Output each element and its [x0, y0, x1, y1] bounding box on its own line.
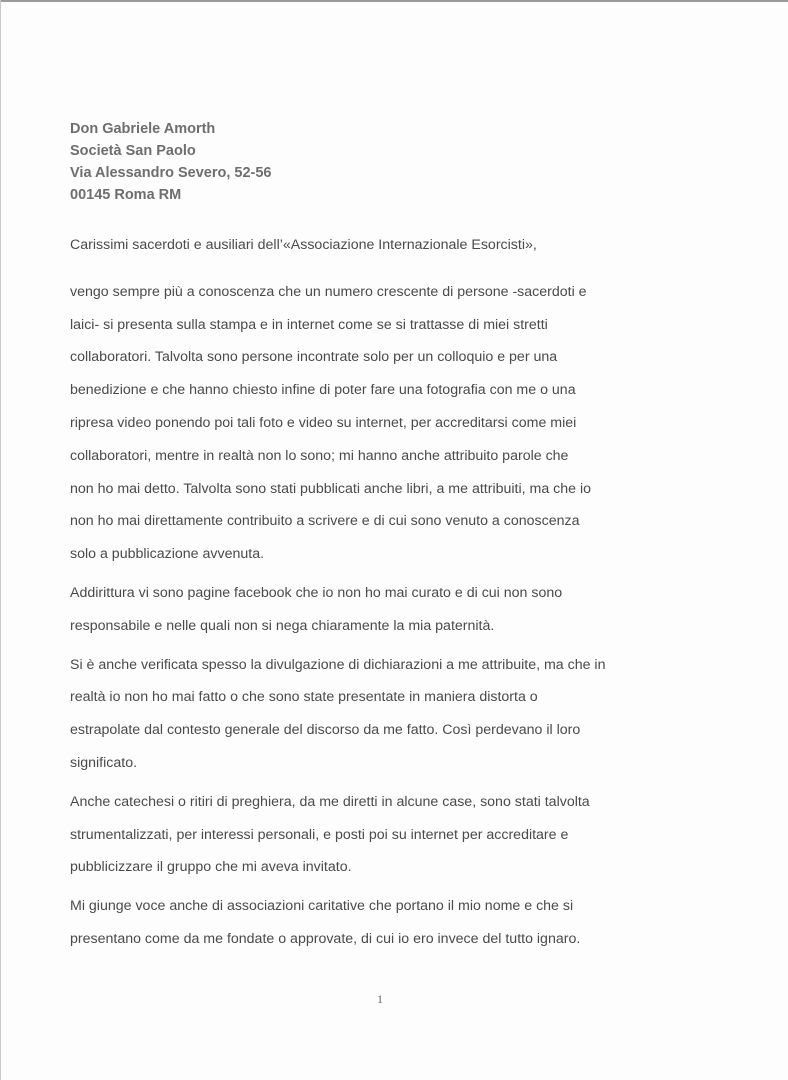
- paragraph-line: vengo sempre più a conoscenza che un numero crescente di persone -sacerdoti e: [70, 283, 587, 300]
- paragraph: [70, 649, 605, 780]
- paragraph-line: estrapolate dal contesto generale del discorso da me fatto. Così perdevano il loro: [70, 722, 581, 739]
- paragraph-line: Mi giunge voce anche di associazioni caritative che portano il mio nome e che si: [70, 898, 574, 915]
- paragraph-line: significato.: [70, 754, 138, 771]
- sender-street: Via Alessandro Severo, 52-56: [70, 165, 272, 181]
- paragraph-line: collaboratori, mentre in realtà non lo sono; mi hanno anche attribuito parole che: [70, 447, 569, 464]
- sender-organization: Società San Paolo: [70, 143, 196, 159]
- paragraph-line: responsabile e nelle quali non si nega chiaramente la mia paternità.: [70, 617, 495, 634]
- paragraph-line: ripresa video ponendo poi tali foto e video su internet, per accreditarsi come miei: [70, 414, 577, 431]
- sender-name: Don Gabriele Amorth: [70, 121, 216, 137]
- paragraph: [70, 276, 605, 571]
- paragraph-line: non ho mai direttamente contribuito a scrivere e di cui sono venuto a conoscenza: [70, 513, 580, 530]
- paragraph-line: solo a pubblicazione avvenuta.: [70, 546, 265, 563]
- paragraph-line: Si è anche verificata spesso la divulgazione di dichiarazioni a me attribuite, ma che in: [70, 656, 606, 673]
- greeting-line: Carissimi sacerdoti e ausiliari dell’«Associazione Internazionale Esorcisti»,: [70, 237, 537, 253]
- page-number: 1: [377, 992, 383, 1006]
- paragraph-line: realtà io non ho mai fatto o che sono state presentate in maniera distorta o: [70, 689, 538, 706]
- paragraph: [70, 890, 605, 956]
- paragraph: [70, 786, 605, 884]
- scan-top-edge: [0, 0, 788, 2]
- paragraph-line: presentano come da me fondate o approvate, di cui io ero invece del tutto ignaro.: [70, 930, 581, 947]
- paragraph-line: strumentalizzati, per interessi personali, e posti poi su internet per accreditare e: [70, 826, 569, 843]
- sender-city: 00145 Roma RM: [70, 187, 182, 203]
- letter-body: [70, 229, 605, 962]
- sender-address: [70, 118, 272, 206]
- greeting: [70, 229, 605, 262]
- paragraph-line: Anche catechesi o ritiri di preghiera, da me diretti in alcune case, sono stati talvolta: [70, 793, 590, 810]
- paragraph-line: Addirittura vi sono pagine facebook che io non ho mai curato e di cui non sono: [70, 584, 563, 601]
- paragraph-line: non ho mai detto. Talvolta sono stati pubblicati anche libri, a me attribuiti, ma che io: [70, 480, 592, 497]
- scan-left-edge: [0, 0, 1, 1080]
- paragraph-line: collaboratori. Talvolta sono persone incontrate solo per un colloquio e per una: [70, 349, 558, 366]
- paragraph-line: benedizione e che hanno chiesto infine di poter fare una fotografia con me o una: [70, 382, 576, 399]
- paragraph-line: pubblicizzare il gruppo che mi aveva invitato.: [70, 859, 352, 876]
- paragraph: [70, 577, 605, 643]
- paragraph-line: laici- si presenta sulla stampa e in internet come se si trattasse di miei stretti: [70, 316, 548, 333]
